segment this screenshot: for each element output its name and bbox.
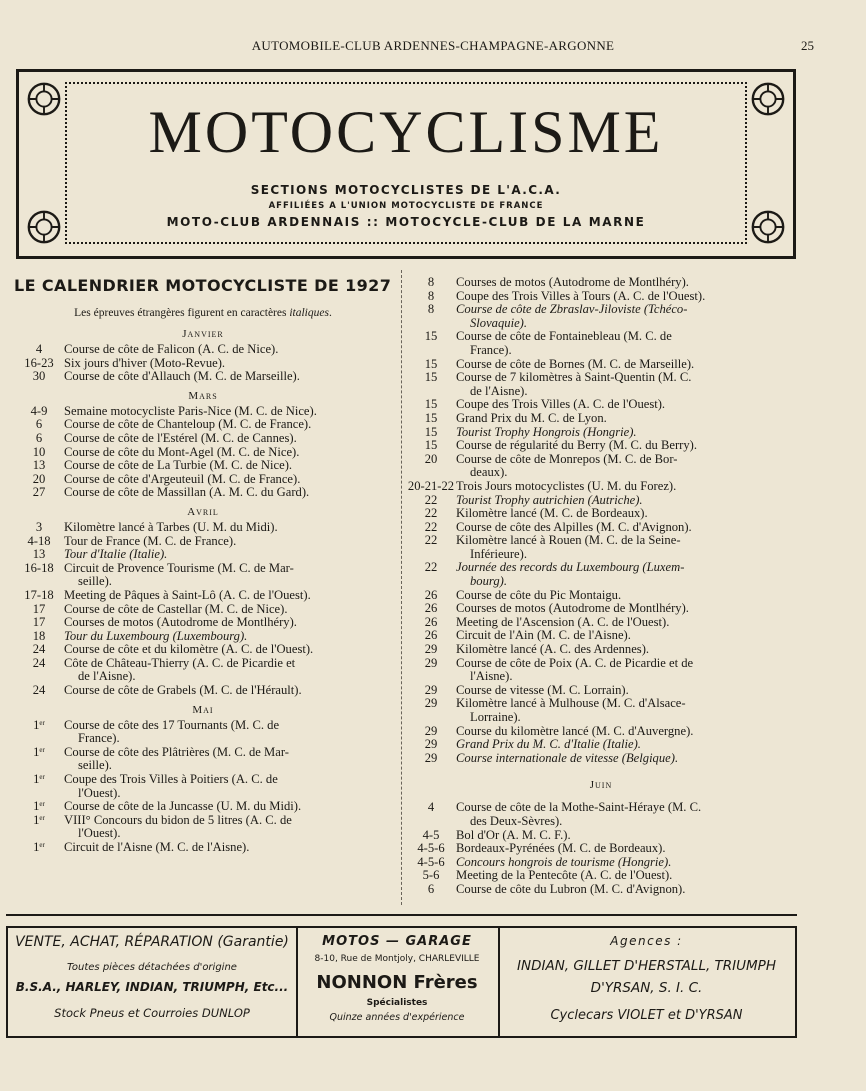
event-date: 3 — [35, 519, 43, 534]
ad-left-headline: VENTE, ACHAT, RÉPARATION (Garantie) — [15, 934, 289, 950]
calendar-event-row — [14, 357, 392, 371]
event-title: Course de côte de Castellar (M. C. de Nice). — [64, 601, 288, 616]
calendar-event-row — [406, 276, 796, 290]
event-title: Semaine motocycliste Paris-Nice (M. C. de Nice). — [64, 403, 317, 418]
event-title: Bol d'Or (A. M. C. F.). — [456, 827, 571, 842]
ad-left-brands: B.S.A., HARLEY, INDIAN, TRIUMPH, Etc... — [15, 980, 289, 994]
calendar-event-row — [406, 856, 796, 870]
calendar-note: Les épreuves étrangères figurent en caractères italiques. — [74, 307, 332, 319]
month-heading-mars: Mars — [188, 389, 218, 402]
calendar-event-row — [406, 883, 796, 897]
event-title: Bordeaux-Pyrénées (M. C. de Bordeaux). — [456, 841, 666, 856]
month-heading-mai: Mai — [192, 703, 214, 716]
event-title: Course de côte d'Allauch (M. C. de Marseille). — [64, 369, 300, 384]
ad-nonnon-garage — [296, 928, 500, 1036]
calendar-event-row — [406, 371, 796, 398]
event-title: Course de côte de La Turbie (M. C. de Nice). — [64, 458, 293, 473]
calendar-event-row — [406, 657, 796, 684]
event-list-avril — [14, 521, 392, 698]
calendar-event-row — [14, 370, 392, 384]
event-date: 8 — [427, 302, 435, 317]
calendar-event-row — [14, 814, 392, 841]
event-title: Course de côte de Monrepos (M. C. de Bor- deaux). — [456, 451, 678, 480]
running-head — [0, 38, 866, 58]
event-date: 29 — [424, 655, 438, 670]
event-date: 29 — [424, 737, 438, 752]
event-date: 16-23 — [24, 355, 54, 370]
calendar-event-row — [14, 616, 392, 630]
event-title: Kilomètre lancé (A. C. des Ardennes). — [456, 642, 650, 657]
event-title: Course de côte de Poix (A. C. de Picardie et de l'Aisne). — [456, 655, 694, 684]
event-date: 22 — [424, 533, 438, 548]
event-title: Course de côte et du kilomètre (A. C. de l'Ouest). — [64, 642, 314, 657]
event-date: 29 — [424, 750, 438, 765]
event-date: 24 — [32, 642, 46, 657]
calendar-event-row — [406, 725, 796, 739]
event-title: Course internationale de vitesse (Belgique). — [456, 750, 679, 765]
event-title: Meeting de la Pentecôte (A. C. de l'Ouest). — [456, 868, 673, 883]
calendar-event-row — [14, 630, 392, 644]
event-list-juin — [406, 801, 796, 896]
event-date: 5-6 — [422, 868, 440, 883]
event-date: 15 — [424, 424, 438, 439]
calendar-event-row — [14, 473, 392, 487]
event-date: 20 — [424, 451, 438, 466]
event-title: Trois Jours motocyclistes (U. M. du Forez). — [456, 478, 677, 493]
event-date: 29 — [424, 696, 438, 711]
event-title: Kilomètre lancé (M. C. de Bordeaux). — [456, 506, 648, 521]
event-list-mai-continued — [406, 276, 796, 765]
event-title: Tourist Trophy Hongrois (Hongrie). — [456, 424, 637, 439]
calendar-event-row — [406, 869, 796, 883]
event-title: Course de côte de Bornes (M. C. de Marseille). — [456, 356, 695, 371]
calendar-event-row — [14, 746, 392, 773]
ad-left-parts: Toutes pièces détachées d'origine — [67, 962, 237, 973]
calendar-event-row — [14, 684, 392, 698]
event-title: Grand Prix du M. C. d'Italie (Italie). — [456, 737, 641, 752]
event-date: 30 — [32, 369, 46, 384]
event-date: 15 — [424, 356, 438, 371]
event-title: Course de côte de Zbraslav-Jiloviste (Tchéco- Slovaquie). — [456, 302, 688, 330]
calendar-event-row — [406, 534, 796, 561]
calendar-event-row — [406, 303, 796, 330]
event-title: Coupe des Trois Villes (A. C. de l'Ouest). — [456, 397, 666, 412]
event-date: 24 — [32, 683, 46, 698]
calendar-event-row — [14, 643, 392, 657]
calendar-event-row — [14, 589, 392, 603]
event-title: Course de 7 kilomètres à Saint-Quentin (M. C. de l'Aisne). — [456, 370, 692, 398]
ad-agencies — [498, 928, 795, 1036]
calendar-event-row — [406, 697, 796, 724]
event-title: Tour du Luxembourg (Luxembourg). — [64, 628, 248, 643]
calendar-event-row — [14, 800, 392, 814]
event-date: 13 — [32, 547, 46, 562]
calendar-event-row — [406, 684, 796, 698]
event-date: 4 — [427, 800, 435, 815]
event-date: 10 — [32, 444, 46, 459]
footer-rule — [6, 914, 797, 916]
event-date: 18 — [32, 628, 46, 643]
month-heading-juin: Juin — [589, 779, 613, 792]
event-date: 26 — [424, 628, 438, 643]
event-title: Meeting de Pâques à Saint-Lô (A. C. de l'Ouest). — [64, 587, 311, 602]
event-title: Course de côte de la Mothe-Saint-Héraye (M. C. des Deux-Sèvres). — [456, 800, 702, 828]
calendar-event-row — [14, 535, 392, 549]
calendar-event-row — [406, 412, 796, 426]
event-title: Course de côte des 17 Tournants (M. C. de France). — [64, 717, 280, 746]
event-date: 22 — [424, 560, 438, 575]
running-title: AUTOMOBILE-CLUB ARDENNES-CHAMPAGNE-ARGONNE — [251, 38, 615, 53]
event-title: Courses de motos (Autodrome de Montlhéry). — [456, 601, 689, 616]
event-title: VIII° Concours du bidon de 5 litres (A. C. de l'Ouest). — [64, 812, 292, 841]
event-title: Kilomètre lancé à Tarbes (U. M. du Midi). — [64, 519, 278, 534]
event-title: Circuit de Provence Tourisme (M. C. de Mar- seille). — [64, 560, 294, 589]
calendar-event-row — [14, 773, 392, 800]
banner-clubs: MOTO-CLUB ARDENNAIS :: MOTOCYCLE-CLUB DE LA MARNE — [166, 215, 646, 229]
calendar-event-row — [406, 629, 796, 643]
banner-affiliation: AFFILIÉES A L'UNION MOTOCYCLISTE DE FRANCE — [268, 201, 544, 211]
event-title: Course de côte des Alpilles (M. C. d'Avignon). — [456, 519, 692, 534]
ad-mid-specialists: Spécialistes — [366, 998, 428, 1008]
event-date: 4 — [35, 342, 43, 356]
event-date: 4-9 — [30, 403, 48, 418]
calendar-event-row — [14, 841, 392, 855]
calendar-event-row — [14, 343, 392, 357]
event-date: 4-5 — [422, 827, 440, 842]
event-title: Grand Prix du M. C. de Lyon. — [456, 410, 607, 425]
event-date: 26 — [424, 587, 438, 602]
calendar-right-column — [406, 276, 796, 897]
calendar-event-row — [14, 521, 392, 535]
event-list-mai — [14, 719, 392, 855]
event-title: Course de régularité du Berry (M. C. du Berry). — [456, 438, 697, 453]
event-title: Course de côte de Chanteloup (M. C. de France). — [64, 417, 312, 432]
calendar-event-row — [406, 480, 796, 494]
calendar-event-row — [406, 752, 796, 766]
event-date: 15 — [424, 410, 438, 425]
event-date: 1er — [33, 772, 45, 787]
event-date: 22 — [424, 492, 438, 507]
ad-mid-headline: MOTOS — GARAGE — [322, 934, 472, 949]
banner-title: MOTOCYCLISME — [148, 99, 664, 165]
event-date: 17 — [32, 615, 46, 630]
calendar-event-row — [406, 494, 796, 508]
event-date: 20-21-22 — [407, 478, 455, 493]
event-date: 4-5-6 — [417, 841, 445, 856]
event-date: 1er — [33, 840, 45, 854]
calendar-event-row — [406, 561, 796, 588]
event-title: Course de vitesse (M. C. Lorrain). — [456, 682, 629, 697]
calendar-event-row — [406, 643, 796, 657]
event-date: 17-18 — [24, 587, 54, 602]
event-title: Courses de motos (Autodrome de Montlhéry). — [456, 275, 689, 289]
event-date: 27 — [32, 485, 46, 500]
event-title: Kilomètre lancé à Mulhouse (M. C. d'Alsace- Lorraine). — [456, 696, 686, 724]
event-date: 22 — [424, 519, 438, 534]
calendar-event-row — [406, 453, 796, 480]
calendar-event-row — [406, 290, 796, 304]
event-date: 15 — [424, 397, 438, 412]
event-list-janvier — [14, 343, 392, 384]
ad-left-stock: Stock Pneus et Courroies DUNLOP — [54, 1006, 250, 1020]
event-date: 1er — [33, 812, 45, 827]
event-date: 13 — [32, 458, 46, 473]
event-date: 26 — [424, 601, 438, 616]
calendar-event-row — [14, 603, 392, 617]
event-title: Journée des records du Luxembourg (Luxem- bourg). — [456, 560, 685, 589]
event-title: Course de côte d'Argeuteuil (M. C. de France). — [64, 471, 301, 486]
event-title: Tour de France (M. C. de France). — [64, 533, 237, 548]
event-title: Course de côte de l'Estérel (M. C. de Cannes). — [64, 430, 297, 445]
calendar-event-row — [14, 459, 392, 473]
calendar-event-row — [14, 446, 392, 460]
event-title: Course de côte du Lubron (M. C. d'Avignon). — [456, 881, 686, 896]
event-title: Côte de Château-Thierry (A. C. de Picardie et de l'Aisne). — [64, 655, 296, 684]
event-date: 4-5-6 — [417, 854, 445, 869]
event-date: 15 — [424, 370, 438, 385]
motocyclisme-banner — [16, 69, 796, 259]
event-date: 1er — [33, 799, 45, 814]
event-title: Course de côte de Massillan (A. M. C. du Gard). — [64, 485, 310, 500]
ad-right-cyclecars: Cyclecars VIOLET et D'YRSAN — [550, 1008, 743, 1023]
calendar-event-row — [406, 398, 796, 412]
ad-repair-shop — [8, 928, 298, 1036]
event-date: 26 — [424, 614, 438, 629]
event-title: Course de côte des Plâtrières (M. C. de Mar- seille). — [64, 744, 289, 773]
event-list-mars — [14, 405, 392, 500]
event-date: 29 — [424, 723, 438, 738]
event-title: Six jours d'hiver (Moto-Revue). — [64, 355, 226, 370]
event-title: Circuit de l'Ain (M. C. de l'Aisne). — [456, 628, 631, 643]
event-title: Course de côte de la Juncasse (U. M. du Midi). — [64, 799, 302, 814]
ad-right-brands-2: D'YRSAN, S. I. C. — [590, 980, 703, 996]
event-title: Course de côte de Grabels (M. C. de l'Hérault). — [64, 683, 302, 698]
page-number: 25 — [801, 38, 814, 53]
calendar-event-row — [406, 521, 796, 535]
calendar-title: LE CALENDRIER MOTOCYCLISTE DE 1927 — [14, 276, 392, 295]
event-title: Meeting de l'Ascension (A. C. de l'Ouest). — [456, 614, 670, 629]
ad-mid-address: 8-10, Rue de Montjoly, CHARLEVILLE — [314, 954, 480, 964]
event-date: 17 — [32, 601, 46, 616]
calendar-event-row — [406, 330, 796, 357]
calendar-event-row — [406, 602, 796, 616]
ad-right-brands: INDIAN, GILLET D'HERSTALL, TRIUMPH — [517, 958, 776, 974]
column-divider — [401, 270, 402, 905]
calendar-event-row — [406, 738, 796, 752]
event-date: 29 — [424, 642, 438, 657]
event-date: 24 — [32, 655, 46, 670]
event-date: 1er — [33, 717, 45, 732]
event-title: Tourist Trophy autrichien (Autriche). — [456, 492, 643, 507]
event-title: Course de côte du Pic Montaigu. — [456, 587, 622, 602]
event-date: 15 — [424, 329, 438, 344]
event-date: 8 — [427, 288, 435, 303]
calendar-event-row — [406, 589, 796, 603]
calendar-event-row — [14, 719, 392, 746]
ad-mid-experience: Quinze années d'expérience — [329, 1012, 465, 1023]
event-date: 6 — [427, 881, 435, 896]
event-title: Coupe des Trois Villes à Poitiers (A. C. de l'Ouest). — [64, 772, 278, 800]
event-date: 16-18 — [24, 560, 54, 575]
event-date: 1er — [33, 744, 45, 759]
event-date: 6 — [35, 430, 43, 445]
calendar-event-row — [406, 358, 796, 372]
event-date: 6 — [35, 417, 43, 432]
advertisement-strip — [6, 926, 797, 1038]
event-title: Coupe des Trois Villes à Tours (A. C. de l'Ouest). — [456, 288, 706, 303]
month-heading-avril: Avril — [187, 505, 219, 518]
calendar-event-row — [14, 486, 392, 500]
banner-subtitle: SECTIONS MOTOCYCLISTES DE L'A.C.A. — [250, 183, 562, 197]
event-date: 22 — [424, 506, 438, 521]
calendar-event-row — [406, 842, 796, 856]
calendar-event-row — [406, 439, 796, 453]
calendar-left-column — [14, 276, 392, 855]
event-date: 15 — [424, 438, 438, 453]
event-date: 20 — [32, 471, 46, 486]
ad-mid-company: NONNON Frères — [316, 972, 478, 993]
event-date: 29 — [424, 682, 438, 697]
calendar-event-row — [406, 829, 796, 843]
calendar-event-row — [14, 548, 392, 562]
event-title: Course de côte de Falicon (A. C. de Nice). — [64, 342, 279, 356]
event-title: Courses de motos (Autodrome de Montlhéry). — [64, 615, 297, 630]
event-title: Kilomètre lancé à Rouen (M. C. de la Seine- Inférieure). — [456, 533, 681, 561]
calendar-event-row — [406, 616, 796, 630]
event-title: Course du kilomètre lancé (M. C. d'Auvergne). — [456, 723, 694, 738]
event-title: Tour d'Italie (Italie). — [64, 547, 168, 562]
event-title: Course de côte de Fontainebleau (M. C. de France). — [456, 329, 672, 357]
month-heading-janvier: Janvier — [182, 328, 224, 340]
calendar-event-row — [406, 426, 796, 440]
calendar-event-row — [14, 657, 392, 684]
calendar-event-row — [406, 801, 796, 828]
event-date: 8 — [427, 275, 435, 289]
calendar-event-row — [14, 405, 392, 419]
event-title: Circuit de l'Aisne (M. C. de l'Aisne). — [64, 840, 250, 854]
calendar-event-row — [406, 507, 796, 521]
calendar-event-row — [14, 562, 392, 589]
calendar-event-row — [14, 418, 392, 432]
event-title: Course de côte du Mont-Agel (M. C. de Nice). — [64, 444, 300, 459]
ad-right-heading: Agences : — [610, 934, 683, 948]
event-date: 4-18 — [27, 533, 51, 548]
event-title: Concours hongrois de tourisme (Hongrie). — [456, 854, 672, 869]
calendar-event-row — [14, 432, 392, 446]
